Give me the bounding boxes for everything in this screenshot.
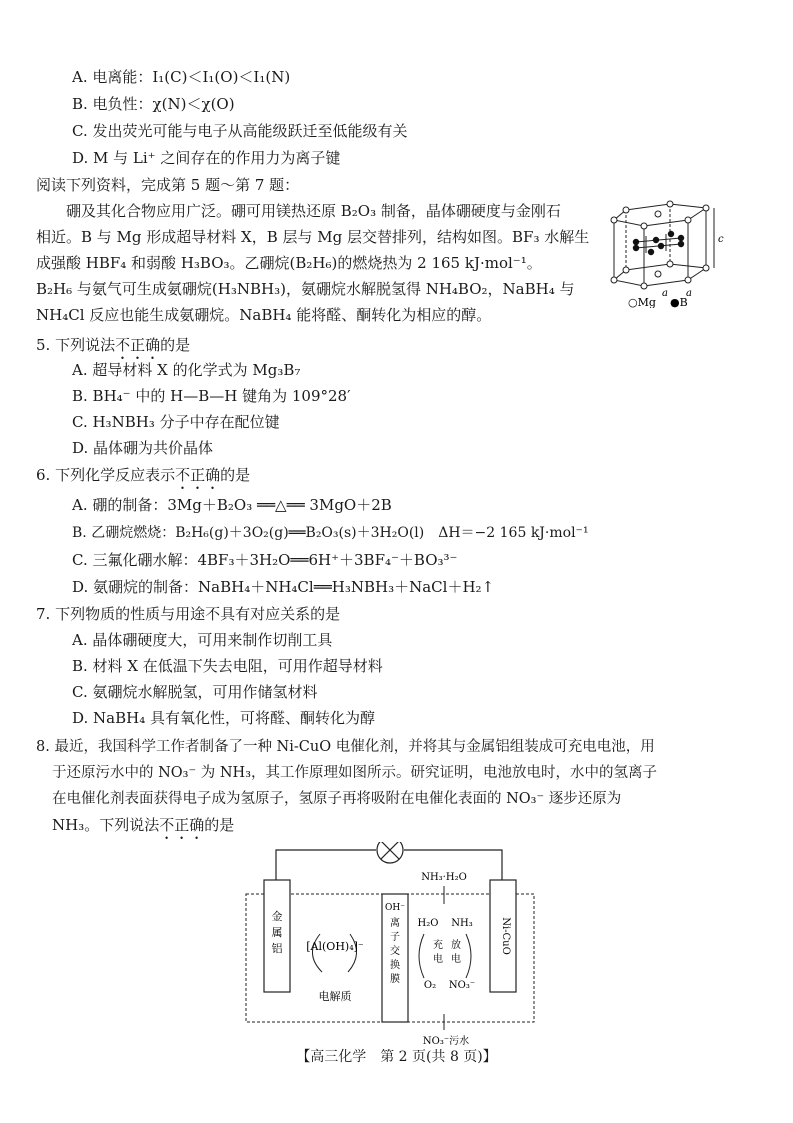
q5-option-b: B. BH₄⁻ 中的 H—B—H 键角为 109°28′: [72, 387, 351, 405]
q4-option-a: A. 电离能：I₁(C)＜I₁(O)＜I₁(N): [72, 68, 291, 86]
charge-label: 充: [433, 940, 443, 951]
q5-option-c: C. H₃NBH₃ 分子中存在配位键: [72, 413, 280, 431]
nitrate-sewage-label: NO₃⁻污水: [422, 1036, 470, 1047]
q7-emphasis: 不具有: [205, 605, 251, 623]
membrane-label: 膜: [390, 974, 400, 985]
q7-prefix: 7. 下列物质的性质与用途: [36, 605, 206, 623]
q7-option-b: B. 材料 X 在低温下失去电阻，可用作超导材料: [72, 657, 383, 675]
q4-option-d: D. M 与 Li⁺ 之间存在的作用力为离子键: [72, 149, 341, 167]
q6-option-d: D. 氨硼烷的制备：NaBH₄＋NH₄Cl══H₃NBH₃＋NaCl＋H₂↑: [72, 578, 495, 596]
ammonia-label: NH₃: [451, 918, 473, 929]
q7-suffix: 对应关系的是: [250, 605, 341, 623]
membrane-label: 离: [390, 918, 400, 929]
discharge-label: 放: [451, 940, 461, 951]
q8-suffix: 的是: [204, 816, 235, 834]
crystal-structure-figure: [606, 198, 774, 308]
reading-passage: [36, 198, 596, 328]
nicuo-electrode-label: Ni-CuO: [500, 917, 511, 955]
q8-line: 在电催化剂表面获得电子成为氢原子，氢原子再将吸附在电催化表面的 NO₃⁻ 逐步还原为: [52, 791, 622, 807]
q6-option-c: C. 三氟化硼水解：4BF₃＋3H₂O══6H⁺＋3BF₄⁻＋BO₃³⁻: [72, 551, 458, 569]
nitrate-label: NO₃⁻: [448, 980, 476, 991]
passage-line: NH₄Cl 反应也能生成氨硼烷。NaBH₄ 能将醛、酮转化为相应的醇。: [36, 306, 492, 324]
q5-suffix: 的是: [160, 336, 191, 354]
q5-prefix: 5. 下列说法: [36, 336, 116, 354]
electrolyte-label: 电解质: [318, 990, 352, 1003]
q5-option-a: A. 超导材料 X 的化学式为 Mg₃B₇: [72, 361, 301, 379]
aluminate-ion-label: [Al(OH)₄]⁻: [306, 940, 364, 953]
q8-line: 8. 最近，我国科学工作者制备了一种 Ni-CuO 电催化剂，并将其与金属铝组装成可充电电池，用: [36, 739, 655, 755]
water-label: H₂O: [417, 918, 439, 929]
q5-option-d: D. 晶体硼为共价晶体: [72, 439, 214, 457]
crystal-label-c: c: [718, 234, 724, 245]
q7-stem: [36, 603, 340, 625]
charge-label: 电: [433, 954, 443, 965]
q8-line: 于还原污水中的 NO₃⁻ 为 NH₃，其工作原理如图所示。研究证明，电池放电时，水中的氢离子: [52, 765, 658, 781]
q6-option-b: B. 乙硼烷燃烧：B₂H₆(g)＋3O₂(g)══B₂O₃(s)＋3H₂O(l) ΔH＝−2 165 kJ·mol⁻¹: [72, 525, 589, 541]
page-footer: 【高三化学 第 2 页(共 8 页)】: [296, 1049, 497, 1065]
membrane-label: OH⁻: [385, 903, 405, 913]
battery-circuit-diagram: [240, 842, 540, 1048]
q7-option-a: A. 晶体硼硬度大，可用来制作切削工具: [72, 631, 333, 649]
q6-stem: [36, 464, 250, 493]
legend-b: ●B: [670, 296, 688, 308]
q6-option-a: A. 硼的制备：3Mg＋B₂O₃ ══△══ 3MgO＋2B: [72, 496, 392, 514]
passage-line: 相近。B 与 Mg 形成超导材料 X，B 层与 Mg 层交替排列，结构如图。BF₃ 水解生: [36, 228, 590, 246]
q4-option-c: C. 发出荧光可能与电子从高能级跃迁至低能级有关: [72, 122, 408, 140]
q6-emphasis: 不正确: [175, 466, 221, 484]
q8-emphasis: 不正确: [159, 816, 205, 834]
q8-stem: [52, 814, 234, 843]
aluminum-electrode-label: 铝: [271, 942, 283, 955]
membrane-label: 换: [390, 960, 400, 971]
q4-option-b: B. 电负性：χ(N)＜χ(O): [72, 95, 235, 113]
crystal-label-a: a: [686, 288, 692, 299]
ammonia-water-label: NH₃·H₂O: [421, 872, 467, 883]
aluminum-electrode-label: 金: [271, 910, 283, 923]
q5-emphasis: 不正确: [115, 336, 161, 354]
legend-mg: ○Mg: [628, 296, 656, 308]
reading-intro: 阅读下列资料，完成第 5 题～第 7 题：: [36, 176, 300, 194]
passage-line: B₂H₆ 与氨气可生成氨硼烷(H₃NBH₃)，氨硼烷水解脱氢得 NH₄BO₂，NaBH₄ 与: [36, 280, 575, 298]
aluminum-electrode-label: 属: [271, 926, 283, 939]
oxygen-label: O₂: [423, 980, 437, 991]
q6-prefix: 6. 下列化学反应表示: [36, 466, 176, 484]
membrane-label: 子: [390, 932, 400, 943]
q6-suffix: 的是: [220, 466, 251, 484]
q7-option-c: C. 氨硼烷水解脱氢，可用作储氢材料: [72, 683, 318, 701]
q7-option-d: D. NaBH₄ 具有氧化性，可将醛、酮转化为醇: [72, 709, 375, 727]
membrane-label: 交: [390, 946, 400, 957]
crystal-label-a: a: [662, 288, 668, 299]
passage-line: 成强酸 HBF₄ 和弱酸 H₃BO₃。乙硼烷(B₂H₆)的燃烧热为 2 165 kJ·mol⁻¹。: [36, 254, 542, 272]
passage-line: 硼及其化合物应用广泛。硼可用镁热还原 B₂O₃ 制备，晶体硼硬度与金刚石: [66, 202, 561, 220]
q8-prefix: NH₃。下列说法: [52, 816, 160, 834]
discharge-label: 电: [451, 954, 461, 965]
